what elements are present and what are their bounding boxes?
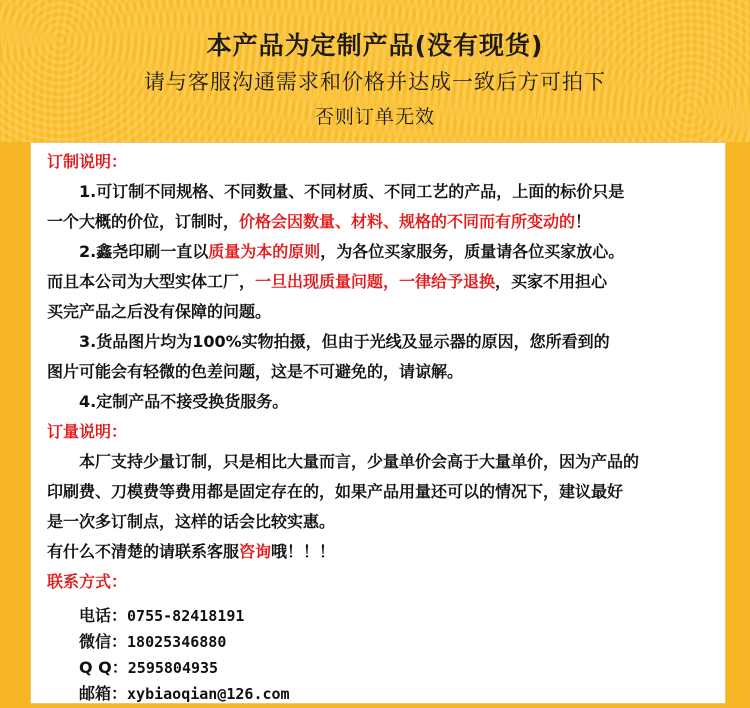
qq-value: 2595804935	[127, 659, 219, 677]
quantity-line-4-highlight: 咨询	[239, 542, 272, 561]
quantity-line-1: 本厂支持少量订制，只是相比大量而言，少量单价会高于大量单价，因为产品的	[79, 452, 640, 471]
quantity-heading: 订量说明：	[47, 422, 128, 441]
phone-value: 0755-82418191	[127, 607, 245, 625]
qq-label: Q Q：	[79, 658, 128, 677]
contact-wechat	[47, 629, 727, 655]
custom-item-1b-highlight: 价格会因数量、材料、规格的不同而有所变动的	[239, 212, 576, 231]
custom-item-1b-text: 一个大概的价位，订制时，	[47, 212, 240, 231]
contact-email	[47, 681, 727, 707]
quantity-line-3: 是一次多订制点，这样的话会比较实惠。	[47, 512, 336, 531]
custom-item-1a: 1.可订制不同规格、不同数量、不同材质、不同工艺的产品，上面的标价只是	[79, 182, 625, 201]
custom-item-3a: 3.货品图片均为100%实物拍摄，但由于光线及显示器的原因，您所看到的	[79, 332, 610, 351]
custom-heading: 订制说明：	[47, 152, 128, 171]
wechat-value: 18025346880	[127, 633, 227, 651]
quantity-line-4-end: 哦！！！	[271, 542, 336, 561]
custom-item-2b-highlight: 一旦出现质量问题，一律给予退换	[255, 272, 496, 291]
email-label: 邮箱：	[79, 684, 128, 703]
custom-item-1b-end: ！	[575, 212, 592, 231]
custom-item-4: 4.定制产品不接受换货服务。	[79, 392, 289, 411]
banner-title: 本产品为定制产品(没有现货)	[206, 31, 544, 60]
banner-warning: 否则订单无效	[314, 106, 435, 128]
info-panel	[30, 142, 726, 704]
custom-item-2b-text: 而且本公司为大型实体工厂，	[47, 272, 256, 291]
banner-subtitle: 请与客服沟通需求和价格并达成一致后方可拍下	[144, 70, 606, 94]
quantity-line-2: 印刷费、刀模费等费用都是固定存在的，如果产品用量还可以的情况下，建议最好	[47, 482, 624, 501]
header-banner	[0, 0, 750, 142]
custom-item-3b: 图片可能会有轻微的色差问题，这是不可避免的，请谅解。	[47, 362, 464, 381]
contact-qq	[47, 655, 727, 681]
custom-item-2b	[47, 267, 727, 297]
info-content	[47, 147, 727, 707]
custom-item-2a	[47, 237, 727, 267]
quantity-line-4	[47, 537, 727, 567]
contact-phone	[47, 603, 727, 629]
phone-label: 电话：	[79, 606, 128, 625]
custom-item-2b-end: ，买家不用担心	[495, 272, 608, 291]
custom-item-2c: 买完产品之后没有保障的问题。	[47, 302, 272, 321]
custom-item-2a-text: 2.鑫尧印刷一直以	[79, 242, 209, 261]
email-value: xybiaoqian@126.com	[127, 685, 290, 703]
custom-item-1b	[47, 207, 727, 237]
contact-heading: 联系方式：	[47, 572, 128, 591]
wechat-label: 微信：	[79, 632, 128, 651]
custom-item-2a-end: ，为各位买家服务，质量请各位买家放心。	[320, 242, 625, 261]
quantity-line-4-text: 有什么不清楚的请联系客服	[47, 542, 240, 561]
custom-item-2a-highlight: 质量为本的原则	[208, 242, 321, 261]
